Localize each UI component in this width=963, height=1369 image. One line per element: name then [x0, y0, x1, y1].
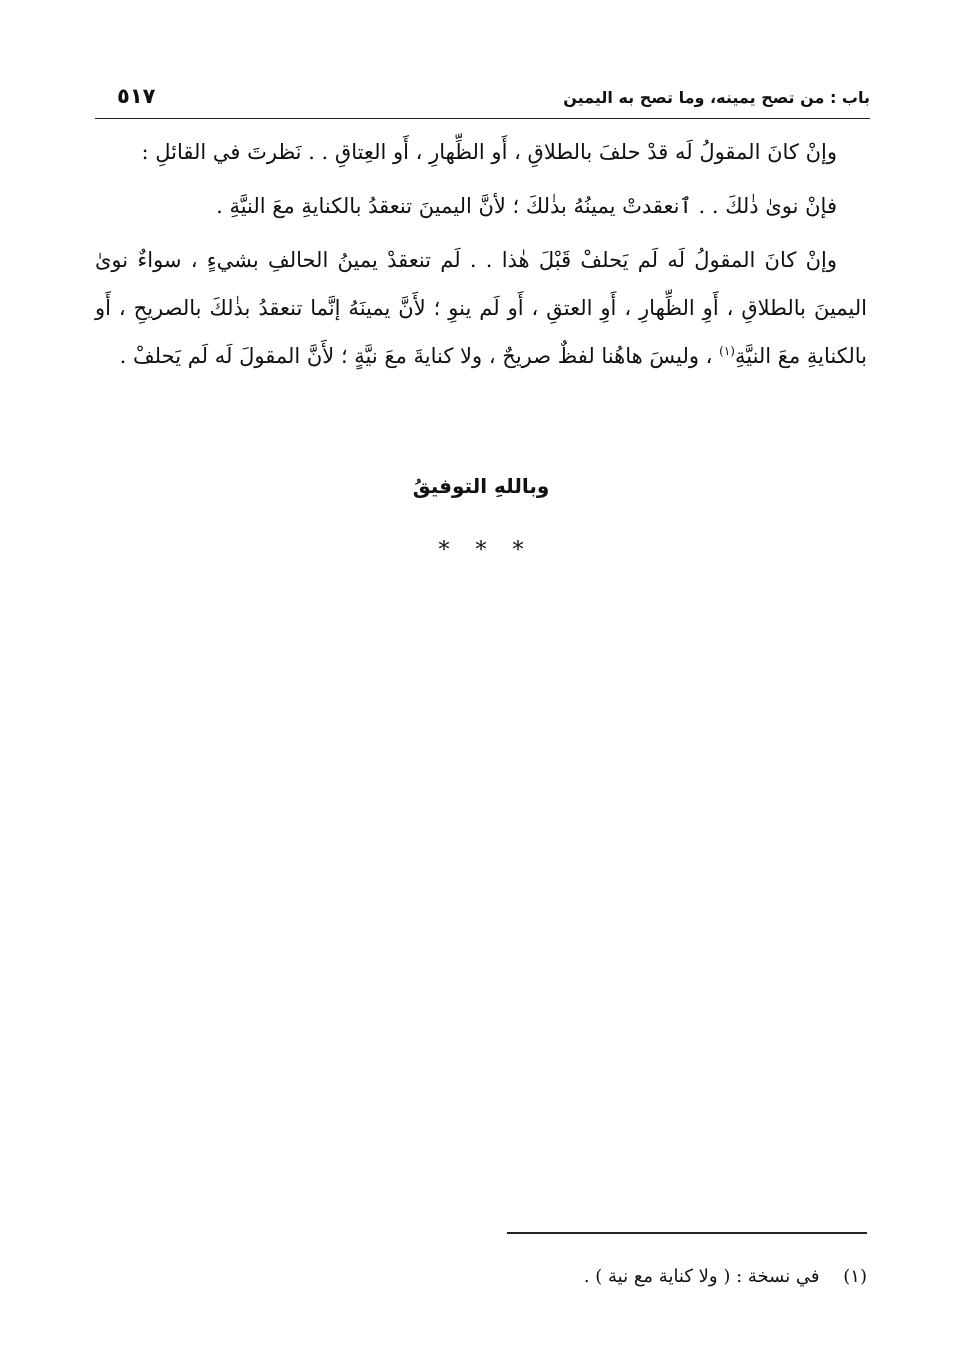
footnote-divider [507, 1232, 867, 1234]
paragraph-3-text-b: ، وليسَ هاهُنا لفظٌ صريحٌ ، ولا كنايةَ معَ نيَّةٍ ؛ لأَنَّ المقولَ لَه لَم يَحلفْ . [119, 344, 720, 368]
chapter-title: باب : من تصح يمينه، وما تصح به اليمين [563, 88, 870, 107]
running-header [95, 84, 870, 119]
paragraph-2: فإنْ نوىٰ ذٰلكَ . . ٱنعقدتْ يمينُهُ بذٰلكَ ؛ لأنَّ اليمينَ تنعقدُ بالكنايةِ معَ النيَّةِ . [216, 194, 837, 218]
paragraph-3-text-a: وإنْ كانَ المقولُ لَه لَم يَحلفْ قَبْلَ هٰذا . . لَم تنعقدْ يمينُ الحالفِ بشيءٍ ، سواءٌ نوىٰ اليمينَ بالطلاقِ ، أَوِ الظِّهارِ ، أَوِ العتقِ ، أَو لَم ينوِ ؛ لأَنَّ يمينَهُ إنَّما تنعقدُ بذٰلكَ بالصريحِ ، أَو بالكنايةِ معَ النيَّةِ [95, 248, 867, 368]
closing-phrase: وباللهِ التوفيقُ [412, 474, 550, 498]
paragraph-1: وإنْ كانَ المقولُ لَه قدْ حلفَ بالطلاقِ ، أَو الظِّهارِ ، أَو العِتاقِ . . نَظرتَ في القائلِ : [141, 140, 837, 164]
paragraph-3 [95, 236, 867, 380]
footnote-text: في نسخة : ( ولا كناية مع نية ) . [583, 1266, 820, 1287]
footnote-number: (١) [843, 1266, 867, 1287]
footnote [95, 1266, 867, 1287]
asterism-divider: *** [438, 538, 550, 563]
page-number: ٥١٧ [117, 84, 156, 108]
main-text [95, 128, 867, 386]
footnote-marker: (١) [719, 344, 735, 358]
